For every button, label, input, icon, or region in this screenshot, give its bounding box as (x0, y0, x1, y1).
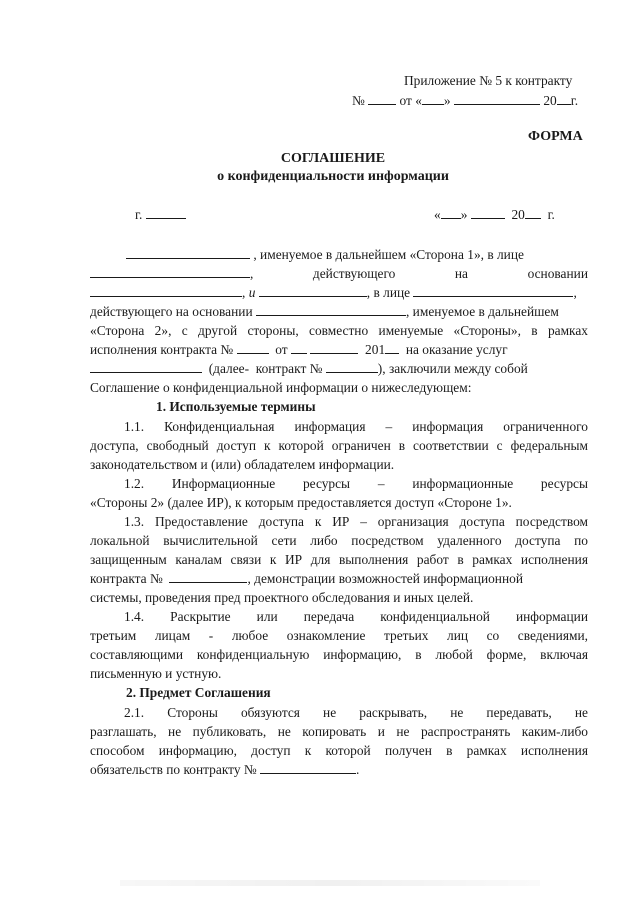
intro-text-2a: , (250, 266, 254, 281)
intro-line-2 (90, 265, 588, 282)
services-blank (90, 360, 202, 373)
party1-name-blank (126, 246, 250, 259)
intro-text-7b: контракт № (255, 361, 323, 376)
s1-p2-line-2: «Стороны 2» (далее ИР), к которым предоставляется доступ «Стороне 1». (90, 495, 512, 510)
date-year-blank (525, 206, 541, 219)
number-blank (368, 92, 396, 105)
intro-text-7c: ), заключили между собой (377, 361, 528, 376)
s2-p1-text-4b: . (356, 762, 360, 777)
party2-basis-blank (256, 303, 406, 316)
annex-line: Приложение № 5 к контракту (404, 73, 573, 88)
s1-p4-line-2: третьим лицам - любое ознакомление третьих лиц со сведениями, (90, 628, 588, 643)
s1-p3-line-1: 1.3. Предоставление доступа к ИР – организация доступа посредством (124, 514, 588, 529)
from-word: от « (399, 93, 422, 108)
s2-p1-line-4 (90, 761, 359, 778)
intro-text-2b: действующего (312, 266, 396, 281)
date-day-blank (441, 206, 461, 219)
intro-text-2c: на (454, 266, 468, 281)
contract-no-blank (237, 341, 269, 354)
s1-p2-line-1: 1.2. Информационные ресурсы – информационные ресурсы (124, 476, 588, 491)
s1-p4-line-4: письменную и устную. (90, 666, 222, 681)
intro-line-5: «Сторона 2», с другой стороны, совместно именуемые «Стороны», в рамках (90, 323, 588, 338)
s1-p4-line-3: составляющими конфиденциальную информацию, в любой форме, включая (90, 647, 588, 662)
date-month-blank (471, 206, 505, 219)
s1-p3-line-3: защищенным каналам связи к ИР для выполнения работ в рамках исполнения (90, 552, 588, 567)
intro-text-6c: 201 (365, 342, 386, 357)
city-prefix: г. (135, 207, 143, 222)
s1-p1-line-3: законодательством и (или) обладателем информации. (90, 457, 395, 472)
s1-p3-text-4a: контракта № (90, 571, 163, 586)
scan-smudge (120, 880, 540, 886)
intro-text-4a: действующего на основании (90, 304, 253, 319)
s2-p1-text-4a: обязательств по контракту № (90, 762, 257, 777)
party2-rep-blank (413, 284, 573, 297)
party1-rep-blank (90, 265, 250, 278)
party1-basis-blank (90, 284, 242, 297)
s1-p1-line-1: 1.1. Конфиденциальная информация – информация ограниченного (124, 419, 588, 434)
intro-line-7 (90, 360, 528, 377)
intro-line-8: Соглашение о конфиденциальной информации о нижеследующем: (90, 380, 472, 395)
page-subtitle: о конфиденциальности информации (217, 169, 449, 184)
s1-p3-text-4b: , демонстрации возможностей информационной (247, 571, 524, 586)
intro-text-3a: , (242, 285, 246, 300)
date-open: « (434, 207, 441, 222)
contract-month-blank (310, 341, 358, 354)
s2-p1-line-1: 2.1. Стороны обязуются не раскрывать, не передавать, не (124, 705, 588, 720)
intro-text-3c: , в лице (366, 285, 411, 300)
s1-p3-line-2: локальной вычислительной сети либо посредством удаленного доступа по (90, 533, 588, 548)
date-line (434, 206, 555, 223)
intro-text-1: , именуемое в дальнейшем «Сторона 1», в лице (253, 247, 524, 262)
intro-text-6a: исполнения контракта № (90, 342, 234, 357)
party2-name-blank (259, 284, 367, 297)
year-prefix: 20 (543, 93, 557, 108)
s2-p1-line-2: разглашать, не публиковать, не копировать и не распространять каким-либо (90, 724, 588, 739)
year-blank (557, 92, 571, 105)
intro-line-3: , и , в лице , (90, 284, 577, 301)
s1-p4-line-1: 1.4. Раскрытие или передача конфиденциальной информации (124, 609, 588, 624)
section-1-heading: 1. Используемые термины (156, 399, 316, 414)
contract-day-blank (291, 341, 307, 354)
intro-text-4b: , именуемое в дальнейшем (405, 304, 559, 319)
s2-contract-no-blank (260, 761, 356, 774)
intro-line-4 (90, 303, 559, 320)
s1-p1-line-2: доступа, свободный доступ к которой ограничен в соответствии с федеральным (90, 438, 588, 453)
intro-text-2d: основании (527, 266, 588, 281)
s1-contract-no-blank (169, 570, 247, 583)
intro-line-1 (126, 246, 524, 263)
contract-year-blank (385, 341, 399, 354)
page-title: СОГЛАШЕНИЕ (280, 151, 386, 166)
contract-ref-line (352, 92, 578, 109)
date-year-prefix: 20 (511, 207, 525, 222)
form-label: ФОРМА (528, 129, 583, 144)
date-close: » (460, 207, 468, 222)
s2-p1-line-3: способом информацию, доступ к которой получен в рамках исполнения (90, 743, 588, 758)
intro-text-6d: на оказание услуг (405, 342, 508, 357)
year-suffix: г. (570, 93, 579, 108)
quote-close: » (443, 93, 451, 108)
s1-p3-line-4 (90, 570, 523, 587)
intro-text-7a: (далее- (208, 361, 250, 376)
section-2-heading: 2. Предмет Соглашения (126, 685, 271, 700)
day-blank (422, 92, 444, 105)
contract-ref-blank (326, 360, 378, 373)
s1-p3-line-5: системы, проведения пред проектного обследования и иных целей. (90, 590, 474, 605)
date-year-suffix: г. (547, 207, 555, 222)
month-blank (454, 92, 540, 105)
intro-text-6b: от (275, 342, 288, 357)
city-line (135, 206, 186, 223)
intro-line-6 (90, 341, 508, 358)
number-sign: № (352, 93, 365, 108)
city-blank (146, 206, 186, 219)
intro-text-3b: и (248, 285, 256, 300)
